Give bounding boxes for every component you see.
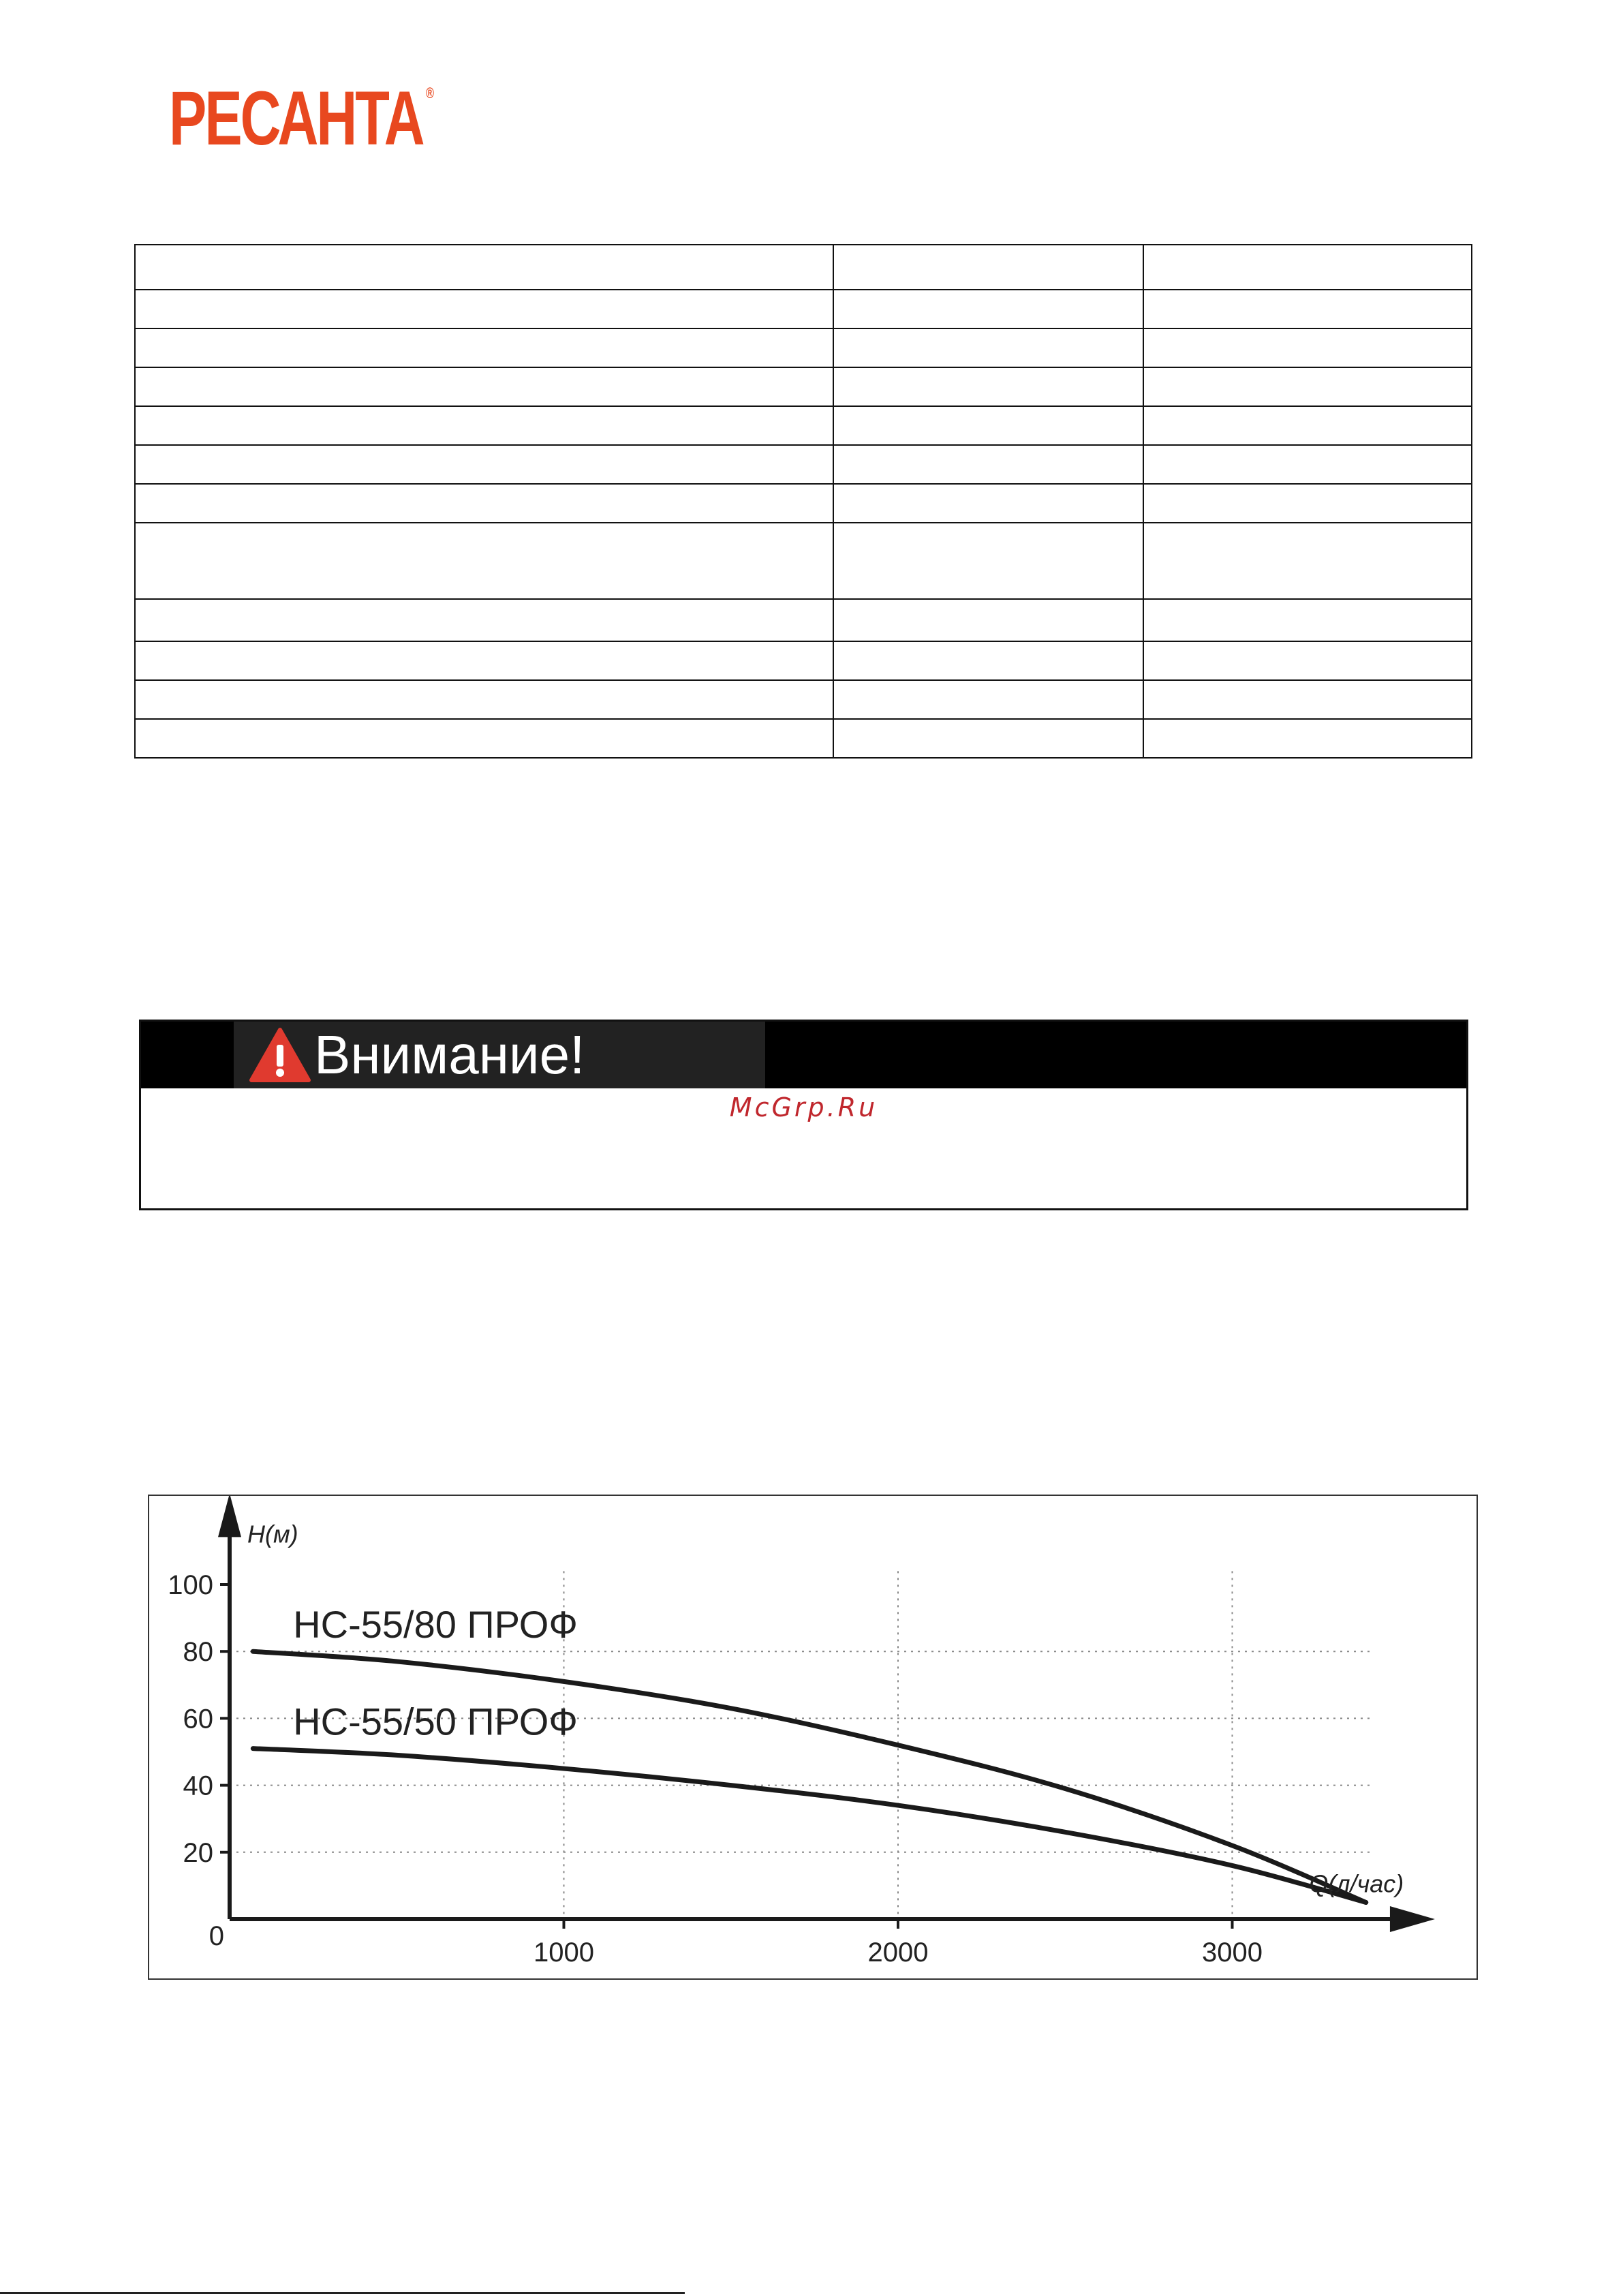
table-cell [833,406,1143,445]
attention-box [139,1020,1468,1210]
table-row [135,484,1472,523]
pump-performance-chart [148,1495,1478,1980]
chart-canvas [149,1496,1477,1978]
x-axis-arrow [1390,1906,1435,1932]
series-label-1: НС-55/80 ПРОФ [293,1603,578,1647]
table-cell [1143,719,1472,758]
origin-label: 0 [208,1921,224,1951]
series-line-2 [253,1749,1365,1903]
y-tick-label: 60 [183,1704,213,1734]
table-row [135,406,1472,445]
table-cell [1143,367,1472,406]
table-cell [833,445,1143,484]
brand-name: РЕСАНТА [169,76,423,161]
series-label-2: НС-55/50 ПРОФ [293,1700,578,1743]
brand-logo [169,76,433,161]
table-cell [833,523,1143,599]
table-cell [1143,290,1472,328]
table-cell [833,484,1143,523]
table-row [135,290,1472,328]
table-row [135,719,1472,758]
table-cell [1143,599,1472,641]
table-cell [1143,680,1472,719]
y-tick-label: 40 [183,1771,213,1801]
y-tick-label: 20 [183,1837,213,1868]
chart-labels [168,1520,1404,1968]
registered-mark: ® [426,85,433,102]
table-cell [135,719,833,758]
table-cell [135,328,833,367]
table-cell [135,599,833,641]
table-row [135,523,1472,599]
table-cell [1143,406,1472,445]
y-tick-label: 100 [168,1570,213,1600]
table-cell [1143,641,1472,680]
table-cell [135,641,833,680]
x-tick-label: 3000 [1202,1938,1263,1968]
table-row [135,245,1472,290]
y-axis-arrow [218,1496,241,1537]
table-row [135,328,1472,367]
specifications-table [134,244,1472,759]
table-row [135,445,1472,484]
table-cell [833,245,1143,290]
table-row [135,367,1472,406]
table-cell [833,641,1143,680]
y-tick-label: 80 [183,1637,213,1668]
table-cell [833,328,1143,367]
warning-triangle-icon [249,1027,311,1083]
table-cell [135,484,833,523]
table-cell [135,406,833,445]
footer-rule [0,2292,685,2294]
table-cell [1143,328,1472,367]
y-axis-title: H(м) [247,1520,298,1548]
chart-series [253,1651,1365,1902]
x-axis-title: Q(л/час) [1309,1869,1404,1898]
attention-tab [234,1022,765,1088]
attention-header [141,1022,1466,1088]
table-cell [833,719,1143,758]
table-cell [1143,484,1472,523]
x-tick-label: 1000 [534,1938,594,1968]
table-cell [1143,523,1472,599]
attention-title: Внимание! [314,1024,585,1085]
table-cell [135,290,833,328]
series-line-1 [253,1651,1365,1902]
table-cell [135,680,833,719]
table-cell [833,290,1143,328]
table-cell [135,245,833,290]
table-row [135,680,1472,719]
x-tick-label: 2000 [867,1938,929,1968]
watermark-text: McGrp.Ru [729,1092,878,1122]
table-cell [135,445,833,484]
table-cell [135,523,833,599]
table-cell [833,599,1143,641]
table-row [135,599,1472,641]
table-cell [833,680,1143,719]
table-row [135,641,1472,680]
table-cell [1143,245,1472,290]
table-cell [1143,445,1472,484]
table-cell [833,367,1143,406]
table-cell [135,367,833,406]
